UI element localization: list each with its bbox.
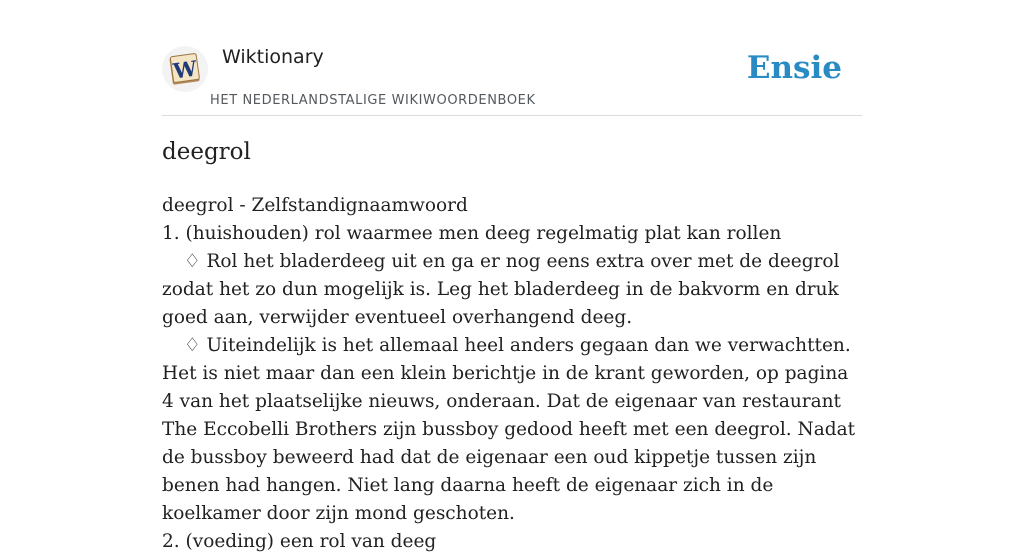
logo-letter: W [171,55,199,84]
wiktionary-logo-icon[interactable] [162,46,208,92]
entry-title: deegrol [162,139,251,165]
sense-2: 2. (voeding) een rol van deeg [162,531,437,552]
example-1: ♢ Rol het bladerdeeg uit en ga er nog eens extra over met de deegrol zodat het zo dun mogelijk is. Leg het bladerdeeg in de bakvorm en druk goed aan, verwijder eventueel overhangend deeg. [162,251,840,328]
part-of-speech-line: deegrol - Zelfstandignaamwoord [162,195,468,216]
example-2: ♢ Uiteindelijk is het allemaal heel anders gegaan dan we verwachtten. Het is niet maar dan een klein berichtje in de krant geworden, op pagina 4 van het plaatselijke nieuws, onderaan. Dat de eigenaar van restaurant The Eccobelli Brothers zijn bussboy gedood heeft met een deegrol. Nadat de bussboy beweerd had dat de eigenaar een oud kippetje tussen zijn benen had hangen. Niet lang daarna heeft de eigenaar zich in de koelkamer door zijn mond geschoten. [162,335,856,524]
site-name[interactable]: Wiktionary [222,46,324,68]
header-divider [162,115,862,116]
page [162,0,862,552]
site-subtitle: HET NEDERLANDSTALIGE WIKIWOORDENBOEK [210,93,536,108]
entry-content [162,192,862,556]
logo-tile-icon [168,52,202,86]
sense-1: 1. (huishouden) rol waarmee men deeg regelmatig plat kan rollen [162,223,782,244]
ensie-brand-link[interactable]: Ensie [746,50,842,86]
